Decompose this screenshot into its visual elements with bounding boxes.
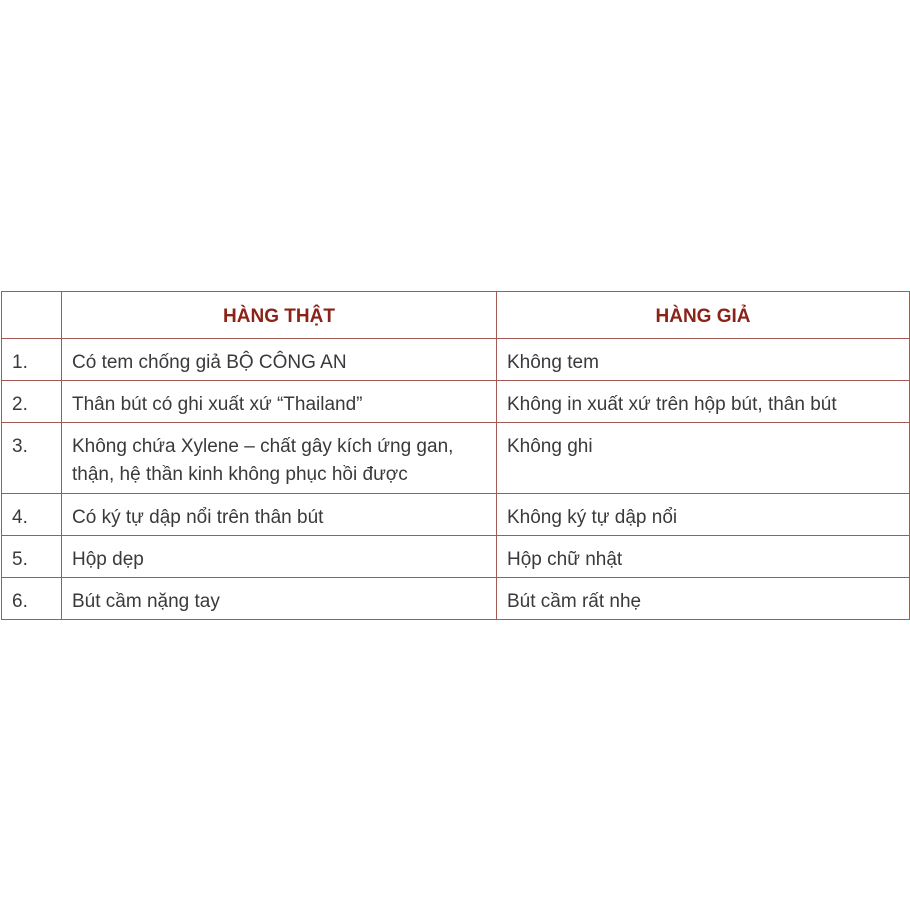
table-row: [2, 494, 910, 536]
header-real: HÀNG THẬT: [62, 292, 497, 339]
real-cell: Hộp dẹp: [62, 536, 497, 578]
row-number: 4.: [2, 494, 62, 536]
table-row: [2, 339, 910, 381]
table-row: [2, 423, 910, 494]
table-row: [2, 578, 910, 620]
table-row: [2, 536, 910, 578]
comparison-table-container: [1, 291, 909, 620]
fake-cell: Không in xuất xứ trên hộp bút, thân bút: [497, 381, 910, 423]
fake-cell: Không ký tự dập nổi: [497, 494, 910, 536]
table-row: [2, 381, 910, 423]
fake-cell: Hộp chữ nhật: [497, 536, 910, 578]
header-fake: HÀNG GIẢ: [497, 292, 910, 339]
fake-cell: Bút cầm rất nhẹ: [497, 578, 910, 620]
real-cell: Thân bút có ghi xuất xứ “Thailand”: [62, 381, 497, 423]
real-cell: Bút cầm nặng tay: [62, 578, 497, 620]
row-number: 6.: [2, 578, 62, 620]
row-number: 2.: [2, 381, 62, 423]
real-cell: Có ký tự dập nổi trên thân bút: [62, 494, 497, 536]
row-number: 3.: [2, 423, 62, 494]
real-cell: Không chứa Xylene – chất gây kích ứng gan, thận, hệ thần kinh không phục hồi được: [62, 423, 497, 494]
table-header-row: [2, 292, 910, 339]
row-number: 5.: [2, 536, 62, 578]
real-cell: Có tem chống giả BỘ CÔNG AN: [62, 339, 497, 381]
header-num: [2, 292, 62, 339]
fake-cell: Không ghi: [497, 423, 910, 494]
row-number: 1.: [2, 339, 62, 381]
fake-cell: Không tem: [497, 339, 910, 381]
comparison-table: [1, 291, 910, 620]
